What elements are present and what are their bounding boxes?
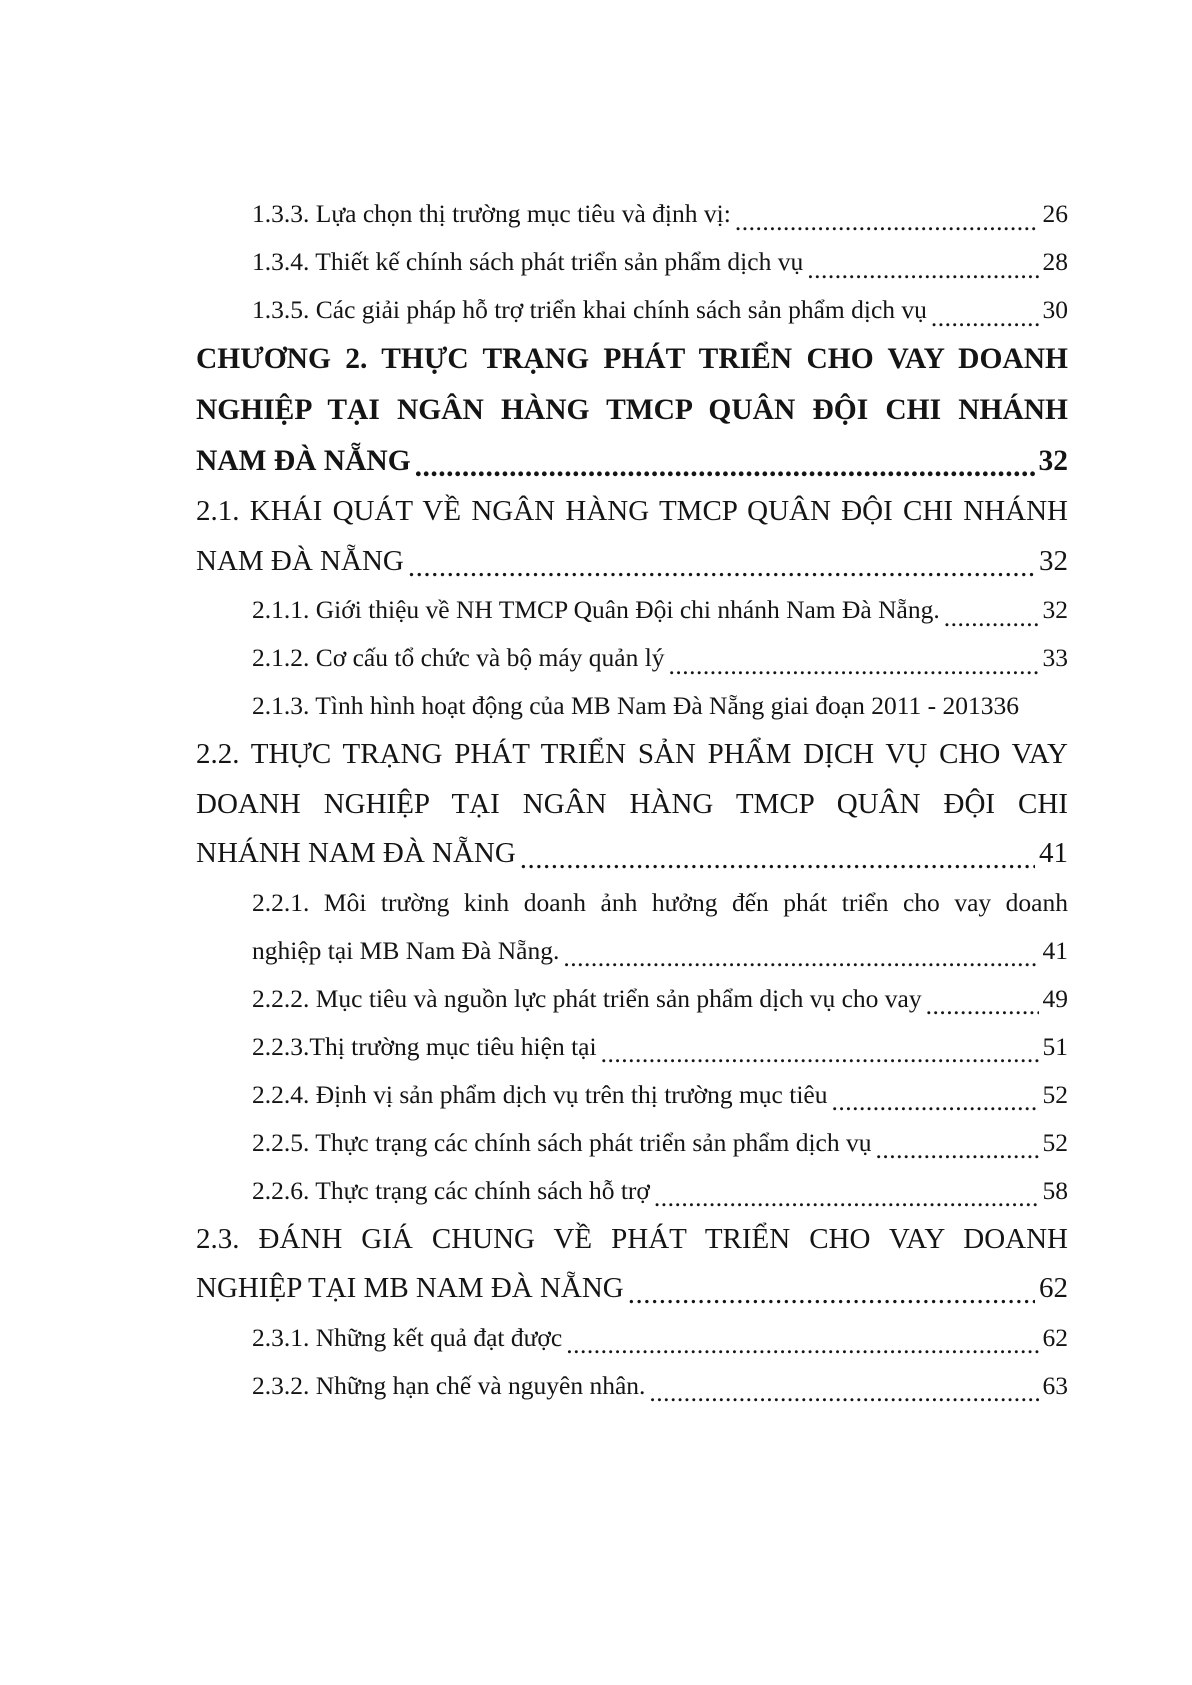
toc-page-number: 52 xyxy=(1042,1079,1068,1109)
toc-entry-title: 1.3.4. Thiết kế chính sách phát triển sản phẩm dịch vụ xyxy=(252,247,804,276)
toc-line xyxy=(196,879,1068,927)
toc-line xyxy=(196,487,1068,537)
toc-entry-title: 2.2. THỰC TRẠNG PHÁT TRIỂN SẢN PHẨM DỊCH VỤ CHO VAY xyxy=(196,738,1068,770)
toc-line xyxy=(196,1071,1068,1119)
toc-line xyxy=(196,537,1068,587)
toc-entry-title: 2.1.3. Tình hình hoạt động của MB Nam Đà Nẵng giai đoạn 2011 - 2013 xyxy=(252,691,994,720)
toc-entry-sub[interactable] xyxy=(196,1071,1068,1119)
toc-line xyxy=(196,1167,1068,1215)
toc-page-number: 58 xyxy=(1042,1175,1068,1205)
toc-entry-title: 2.2.2. Mục tiêu và nguồn lực phát triển sản phẩm dịch vụ cho vay xyxy=(252,983,922,1013)
table-of-contents xyxy=(196,190,1068,1410)
toc-entry-title: 1.3.3. Lựa chọn thị trường mục tiêu và định vị: xyxy=(252,199,731,228)
dot-leader xyxy=(931,305,1039,331)
toc-page-number: 33 xyxy=(1042,643,1068,672)
dot-leader xyxy=(563,945,1038,971)
toc-entry-title: NGHIỆP TẠI NGÂN HÀNG TMCP QUÂN ĐỘI CHI NHÁNH xyxy=(196,394,1068,426)
toc-entry-sub[interactable] xyxy=(196,286,1068,334)
toc-entry-title: 2.3. ĐÁNH GIÁ CHUNG VỀ PHÁT TRIỂN CHO VAY DOANH xyxy=(196,1222,1068,1255)
toc-entry-sub[interactable] xyxy=(196,975,1068,1023)
toc-entry-title: 1.3.5. Các giải pháp hỗ trợ triển khai chính sách sản phẩm dịch vụ xyxy=(252,295,927,324)
toc-line xyxy=(196,730,1068,780)
dot-leader xyxy=(831,1089,1038,1115)
toc-line xyxy=(196,1023,1068,1071)
toc-line xyxy=(196,385,1068,436)
toc-page-number: 32 xyxy=(1039,544,1068,577)
toc-page-number: 32 xyxy=(1038,445,1068,477)
toc-entry-sub[interactable] xyxy=(196,190,1068,238)
toc-entry-sub[interactable] xyxy=(196,1362,1068,1410)
toc-entry-title: DOANH NGHIỆP TẠI NGÂN HÀNG TMCP QUÂN ĐỘI CHI xyxy=(196,787,1068,820)
toc-line xyxy=(196,1362,1068,1410)
toc-line xyxy=(196,190,1068,238)
dot-leader xyxy=(408,553,1035,582)
dot-leader xyxy=(654,1185,1039,1211)
dot-leader xyxy=(628,1280,1035,1309)
toc-entry-title: 2.2.6. Thực trạng các chính sách hỗ trợ xyxy=(252,1175,650,1205)
toc-line xyxy=(196,238,1068,286)
toc-entry-title: NAM ĐÀ NẴNG xyxy=(196,445,411,477)
toc-line xyxy=(196,334,1068,385)
dot-leader xyxy=(601,1041,1039,1067)
toc-entry-sec[interactable] xyxy=(196,730,1068,879)
toc-line xyxy=(196,780,1068,830)
toc-line xyxy=(196,436,1068,487)
toc-entry-sub[interactable] xyxy=(196,238,1068,286)
toc-page-number: 30 xyxy=(1042,295,1068,324)
toc-entry-title: 2.2.5. Thực trạng các chính sách phát triển sản phẩm dịch vụ xyxy=(252,1127,872,1157)
toc-entry-sec[interactable] xyxy=(196,1215,1068,1314)
toc-line xyxy=(196,634,1068,682)
toc-entry-title: NAM ĐÀ NẴNG xyxy=(196,544,404,577)
toc-entry-sub[interactable] xyxy=(196,1119,1068,1167)
dot-leader xyxy=(876,1137,1039,1163)
toc-line xyxy=(196,286,1068,334)
toc-entry-title: 2.2.4. Định vị sản phẩm dịch vụ trên thị trường mục tiêu xyxy=(252,1079,828,1109)
dot-leader xyxy=(926,993,1039,1019)
toc-entry-sub[interactable] xyxy=(196,1314,1068,1362)
toc-line xyxy=(196,1119,1068,1167)
toc-page-number: 41 xyxy=(1042,935,1068,965)
toc-entry-sub[interactable] xyxy=(196,879,1068,975)
dot-leader xyxy=(649,1380,1038,1406)
toc-line xyxy=(196,829,1068,879)
toc-entry-sub[interactable] xyxy=(196,682,1068,730)
toc-page-number: 41 xyxy=(1039,837,1068,869)
toc-page-number: 62 xyxy=(1039,1272,1068,1304)
dot-leader xyxy=(566,1332,1038,1358)
toc-entry-chap[interactable] xyxy=(196,334,1068,487)
toc-page-number: 49 xyxy=(1042,983,1068,1013)
dot-leader xyxy=(807,257,1038,283)
dot-leader xyxy=(520,845,1035,874)
toc-line xyxy=(196,1314,1068,1362)
toc-page-number: 36 xyxy=(993,691,1020,720)
toc-line xyxy=(196,927,1068,975)
toc-line xyxy=(196,682,1068,730)
toc-entry-title: 2.1. KHÁI QUÁT VỀ NGÂN HÀNG TMCP QUÂN ĐỘI CHI NHÁNH xyxy=(196,495,1068,527)
dot-leader xyxy=(944,605,1039,631)
toc-entry-sub[interactable] xyxy=(196,586,1068,634)
toc-page-number: 51 xyxy=(1042,1031,1068,1061)
toc-entry-title: NGHIỆP TẠI MB NAM ĐÀ NẴNG xyxy=(196,1272,624,1304)
toc-page-number: 26 xyxy=(1042,199,1068,228)
toc-line xyxy=(196,1215,1068,1265)
toc-line xyxy=(196,975,1068,1023)
toc-page-number: 52 xyxy=(1042,1127,1068,1157)
toc-entry-title: 2.3.1. Những kết quả đạt được xyxy=(252,1322,563,1352)
toc-entry-sub[interactable] xyxy=(196,1167,1068,1215)
toc-entry-title: 2.2.1. Môi trường kinh doanh ảnh hưởng đến phát triển cho vay doanh xyxy=(252,887,1068,917)
toc-page-number: 63 xyxy=(1042,1370,1068,1400)
toc-page-number: 62 xyxy=(1042,1322,1068,1352)
toc-entry-title: 2.2.3.Thị trường mục tiêu hiện tại xyxy=(252,1031,597,1061)
toc-entry-sub[interactable] xyxy=(196,634,1068,682)
dot-leader xyxy=(669,653,1039,679)
toc-entry-title: CHƯƠNG 2. THỰC TRẠNG PHÁT TRIỂN CHO VAY DOANH xyxy=(196,343,1068,375)
toc-entry-sub[interactable] xyxy=(196,1023,1068,1071)
toc-line xyxy=(196,1264,1068,1314)
toc-line xyxy=(196,586,1068,634)
toc-entry-title: 2.3.2. Những hạn chế và nguyên nhân. xyxy=(252,1370,646,1400)
toc-page-number: 32 xyxy=(1042,595,1068,624)
toc-entry-title: NHÁNH NAM ĐÀ NẴNG xyxy=(196,837,516,869)
toc-entry-title: nghiệp tại MB Nam Đà Nẵng. xyxy=(252,935,560,965)
toc-entry-title: 2.1.1. Giới thiệu về NH TMCP Quân Đội chi nhánh Nam Đà Nẵng. xyxy=(252,595,940,624)
dot-leader xyxy=(415,453,1035,483)
toc-entry-title: 2.1.2. Cơ cấu tổ chức và bộ máy quản lý xyxy=(252,643,665,672)
toc-entry-sec[interactable] xyxy=(196,487,1068,586)
dot-leader xyxy=(735,209,1039,235)
toc-page-number: 28 xyxy=(1042,247,1068,276)
